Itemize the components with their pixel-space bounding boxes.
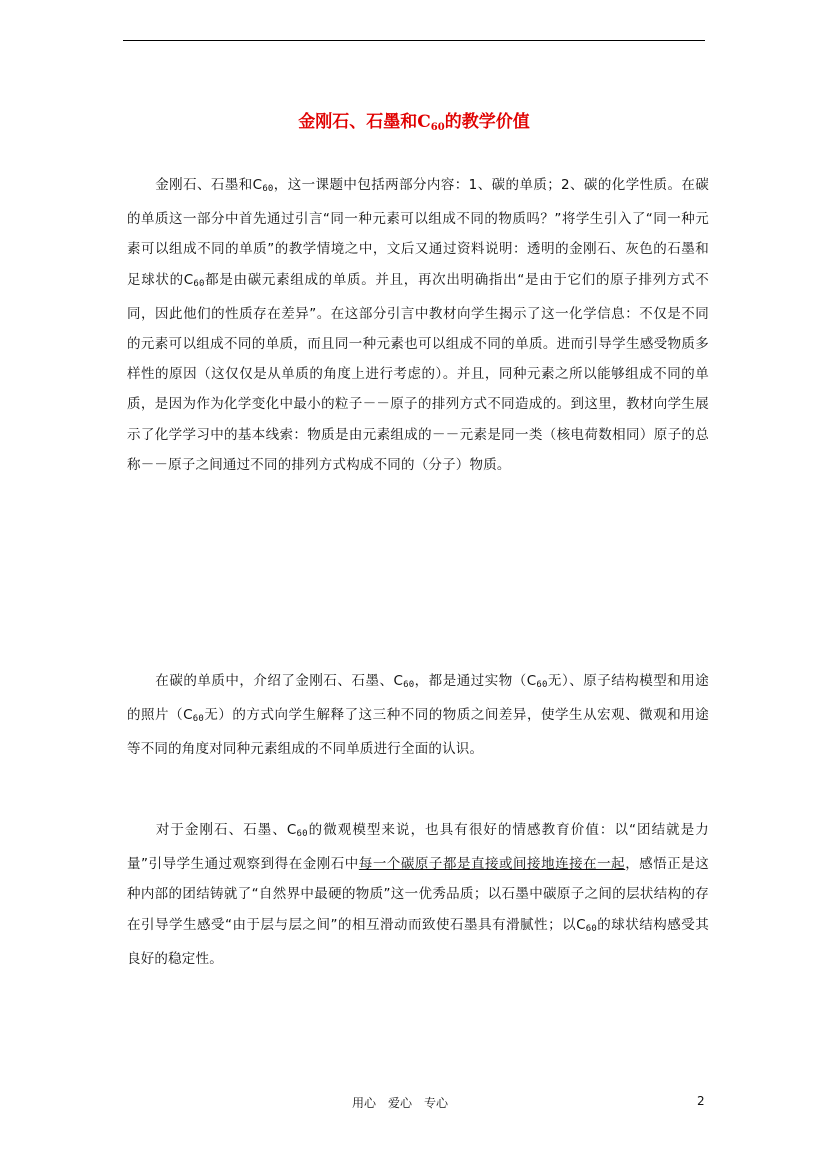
footer-motto: 用心 爱心 专心 xyxy=(352,1096,449,1110)
p2-sub-1: 60 xyxy=(403,680,415,690)
p2-text-1: 在碳的单质中，介绍了金刚石、石墨、C xyxy=(155,673,404,689)
header-rule xyxy=(123,40,705,41)
p1-text-3: 都是由碳元素组成的单质。并且，再次出明确指出“是由于它们的原子排列方式不同，因此他们的性质存在差异”。在这部分引言中教材向学生揭示了这一化学信息：不仅是不同的元素可以组成不同的单质，而且同一种元素也可以组成不同的单质。进而引导学生感受物质多样性的原因（这仅仅是从单质的角度上进行考虑的）。并且，同种元素之所以能够组成不同的单质，是因为作为化学变化中最小的粒子－－原子的排列方式不同造成的。到这里，教材向学生展示了化学学习中的基本线索：物质是由元素组成的－－元素是同一类（核电荷数相同）原子的总称－－原子之间通过不同的排列方式构成不同的（分子）物质。 xyxy=(127,271,709,473)
title-text: 金刚石、石墨和C xyxy=(298,112,431,132)
p3-text-2: 的微观模型来说，也具有很好的情感教育价值：以“团结就是力量”引导学生通过观察到得在金刚石中 xyxy=(127,822,709,873)
p1-text-1: 金刚石、石墨和C xyxy=(155,177,263,193)
p2-sub-3: 60 xyxy=(192,714,204,725)
paragraph-1 xyxy=(127,170,709,480)
title-text-end: 的教学价值 xyxy=(444,112,530,132)
page-number: 2 xyxy=(697,1094,705,1108)
p2-text-3: 无）、原子结构模型和用途的照片（C xyxy=(127,673,709,724)
p3-sub-1: 60 xyxy=(296,829,308,839)
document-title xyxy=(123,110,705,140)
p1-text-2: ，这一课题中包括两部分内容：1、碳的单质；2、碳的化学性质。在碳的单质这一部分中首先通过引言“同一种元素可以组成不同的物质吗？”将学生引入了“同一种元素可以组成不同的单质”的教学情境之中，文后又通过资料说明：透明的金刚石、灰色的石墨和足球状的C xyxy=(127,177,710,288)
p3-sub-3: 60 xyxy=(585,923,597,934)
p2-text-2: ，都是通过实物（C xyxy=(414,673,537,689)
p1-sub-2: 60 xyxy=(193,278,205,289)
paragraph-2 xyxy=(127,666,709,765)
p3-underlined-text: 每一个碳原子都是直接或间接地连接在一起 xyxy=(358,856,626,873)
title-subscript: 60 xyxy=(430,122,445,133)
p2-text-4: 无）的方式向学生解释了这三种不同的物质之间差异，使学生从宏观、微观和用途等不同的角度对同种元素组成的不同单质进行全面的认识。 xyxy=(127,707,709,758)
p3-text-1: 对于金刚石、石墨、C xyxy=(155,822,297,838)
p3-text-4: 的球状结构感受其良好的稳定性。 xyxy=(127,916,709,967)
paragraph-3 xyxy=(127,815,709,974)
p3-text-3: ，感悟正是这种内部的团结铸就了“自然界中最硬的物质”这一优秀品质；以石墨中碳原子之间的层状结构的存在引导学生感受“由于层与层之间”的相互滑动而致使石墨具有滑腻性；以C xyxy=(127,856,709,933)
p2-sub-2: 60 xyxy=(536,680,548,690)
p1-sub-1: 60 xyxy=(262,184,274,194)
